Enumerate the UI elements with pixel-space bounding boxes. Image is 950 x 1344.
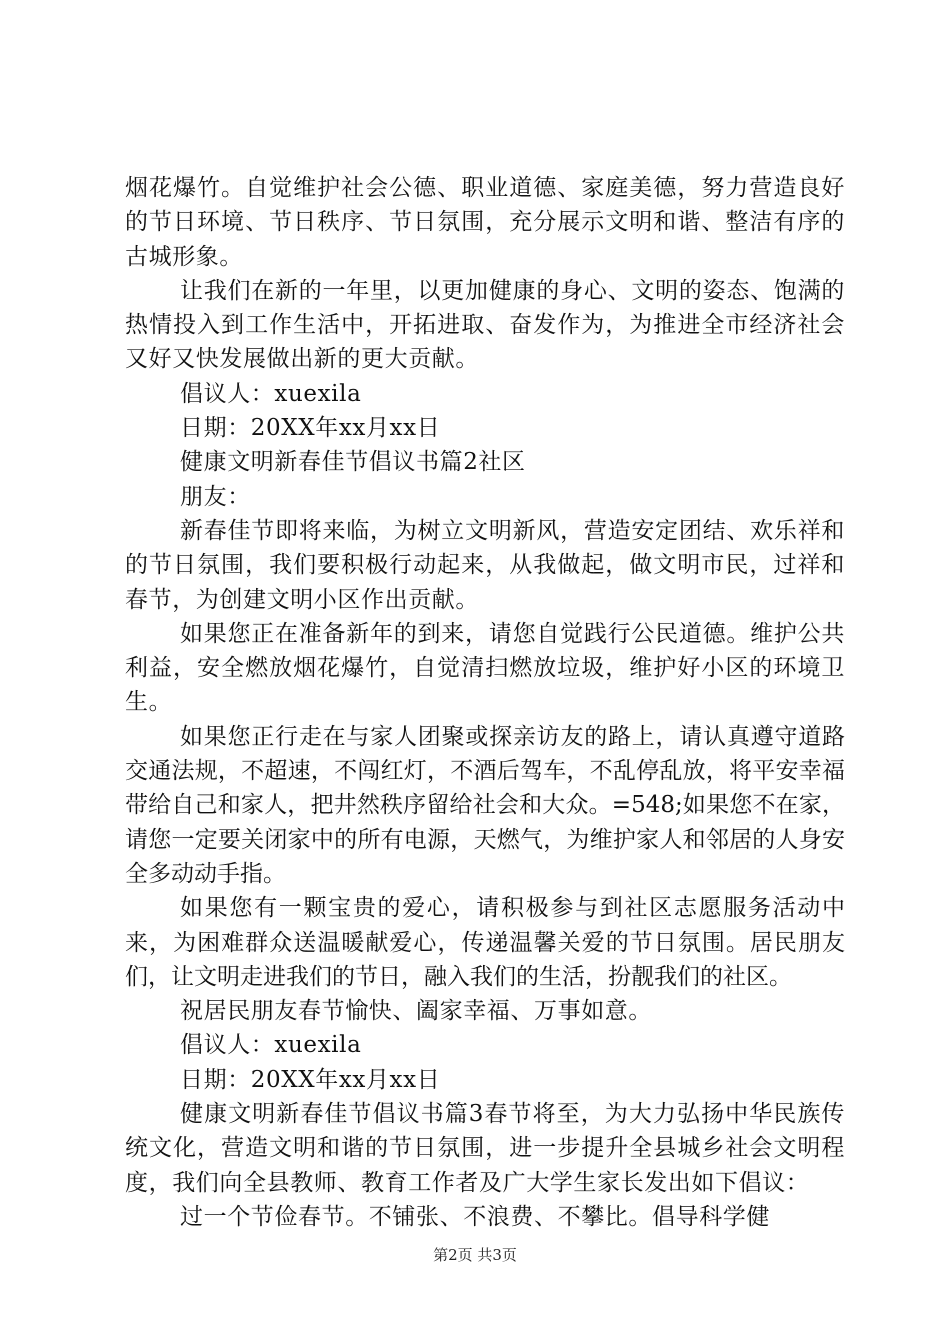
paragraph: 如果您正行走在与家人团聚或探亲访友的路上，请认真遵守道路交通法规，不超速，不闯红灯，不酒后驾车，不乱停乱放，将平安幸福带给自己和家人，把井然秩序留给社会和大众。=548;如果您不在家，请您一定要关闭家中的所有电源，天燃气，为维护家人和邻居的人身安全多动动手指。 xyxy=(125,723,845,887)
section-heading: 健康文明新春佳节倡议书篇2社区 xyxy=(180,449,526,476)
paragraph: 让我们在新的一年里，以更加健康的身心、文明的姿态、饱满的热情投入到工作生活中，开拓进取、奋发作为，为推进全市经济社会又好又快发展做出新的更大贡献。 xyxy=(125,277,845,373)
page-footer: 第2页 共3页 xyxy=(433,1246,517,1264)
signatory-line: 倡议人：xuexila xyxy=(180,1032,362,1059)
paragraph: 祝居民朋友春节愉快、阖家幸福、万事如意。 xyxy=(180,998,652,1025)
date-line: 日期：20XX年xx月xx日 xyxy=(180,1066,441,1093)
salutation: 朋友： xyxy=(180,483,251,510)
paragraph: 过一个节俭春节。不铺张、不浪费、不攀比。倡导科学健 xyxy=(180,1203,770,1230)
paragraph: 健康文明新春佳节倡议书篇3春节将至，为大力弘扬中华民族传统文化，营造文明和谐的节日氛围，进一步提升全县城乡社会文明程度，我们向全县教师、教育工作者及广大学生家长发出如下倡议： xyxy=(125,1101,845,1196)
date-line: 日期：20XX年xx月xx日 xyxy=(180,415,441,442)
paragraph: 烟花爆竹。自觉维护社会公德、职业道德、家庭美德，努力营造良好的节日环境、节日秩序、节日氛围，充分展示文明和谐、整洁有序的古城形象。 xyxy=(125,175,845,270)
signatory-line: 倡议人：xuexila xyxy=(180,380,362,407)
document-body xyxy=(125,171,845,1234)
paragraph: 如果您正在准备新年的到来，请您自觉践行公民道德。维护公共利益，安全燃放烟花爆竹，自觉清扫燃放垃圾，维护好小区的环境卫生。 xyxy=(125,620,845,716)
paragraph: 新春佳节即将来临，为树立文明新风，营造安定团结、欢乐祥和的节日氛围，我们要积极行动起来，从我做起，做文明市民，过祥和春节，为创建文明小区作出贡献。 xyxy=(125,517,845,613)
paragraph: 如果您有一颗宝贵的爱心，请积极参与到社区志愿服务活动中来，为困难群众送温暖献爱心，传递温馨关爱的节日氛围。居民朋友们，让文明走进我们的节日，融入我们的生活，扮靓我们的社区。 xyxy=(125,895,845,990)
